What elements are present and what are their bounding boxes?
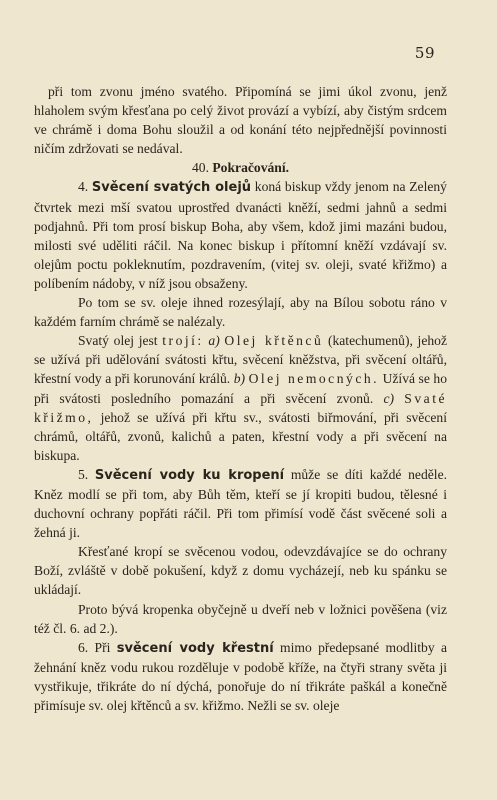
term-catechumen-oil: Olej křtěnců [224, 333, 324, 349]
item-number: 6. [78, 639, 89, 655]
body-text [34, 82, 447, 715]
intro-paragraph: při tom zvonu jméno svatého. Připomíná se jimi úkol zvonu, jenž hlaholem svým křesťana po celý život provází a vybízí, aby čistým srdcem ve chrámě i doma Bohu sloužil a od konání této nejpřednější povinnosti ničím zdržovati se nedával. [34, 84, 447, 157]
item-text: mimo předepsané modlitby a žehnání kněz vodu rukou rozděluje v podobě kříže, na čtyři strany světa ji vystřikuje, třikráte do ní dýchá, ponořuje do ní třikráte paškál a konečně přimísuje sv. olej křtěnců a sv. křižmo. Nežli se sv. oleje [34, 639, 447, 713]
label-c: c) [383, 390, 395, 406]
paragraph-sprinkling: Křesťané kropí se svěcenou vodou, odevzdávajíce se do ochrany Boží, zvláště v době pokušení, když z domu vycházejí, neb ku spánku se ukládají. [34, 544, 447, 598]
item-number: 4. [78, 179, 89, 195]
item-term: Svěcení svatých olejů [91, 180, 252, 196]
label-a: a) [208, 333, 220, 349]
item-text: může se díti každé neděle. Kněz modlí se při tom, aby Bůh těm, kteří se jí kropiti budou, tělesné i duchovní ochrany popřáti ráčil. Při tom přimísí vodě část svěcené soli a žehná ji. [34, 466, 447, 541]
section-number: 40. [191, 160, 209, 176]
term-chrism: Svaté křižmo, [34, 390, 447, 425]
oils-count: trojí: [162, 333, 204, 349]
item-pre: Při [94, 639, 111, 655]
paragraph-stoup: Proto bývá kropenka obyčejně u dveří neb v ložnici pověšena (viz též čl. 6. ad 2.). [34, 601, 447, 636]
label-b: b) [233, 371, 246, 387]
item-term: Svěcení vody ku kropení [94, 467, 285, 483]
section-heading [34, 158, 447, 177]
page-number: 59 [414, 44, 435, 62]
item-text: koná biskup vždy jenom na Zelený čtvrtek mezi mší svatou uprostřed dvanácti kněží, sedmi jahnů a sedmi podjahnů. Při tom prosí biskup Boha, aby všem, kdož jimi mazáni budou, milosti své uděliti ráčil. Na konec biskup i přítomní kněží vzdávají sv. olejům poctu pokleknutím, pozdravením, (vitej sv. oleji, svaté křižmo) a políbením nádoby, v níž jsou obsaženy. [34, 179, 447, 291]
section-title: Pokračování. [212, 160, 290, 176]
paragraph-holy-oils [34, 177, 447, 293]
oils-intro: Svatý olej jest [78, 333, 158, 349]
text-catechumen-oil: (katechumenů), jehož se užívá při udělování svátosti křtu, svěcení kněžstva, při svěcení oltářů, křestní vody a při korunování králů. [34, 333, 447, 387]
text-chrism: jehož se užívá při křtu sv., svátosti biřmování, při svěcení chrámů, oltářů, zvonů, kalichů a paten, křestní vody a při svěcení na biskupa. [34, 409, 447, 463]
term-sick-oil: Olej nemocných. [248, 371, 380, 387]
paragraph-distribution: Po tom se sv. oleje ihned rozesýlají, aby na Bílou sobotu ráno v každém farním chrámě se nalézaly. [34, 295, 447, 330]
paragraph-baptismal-water [34, 638, 447, 715]
paragraph-three-oils [34, 331, 447, 465]
item-number: 5. [78, 466, 89, 482]
paragraph-holy-water [34, 465, 447, 542]
text-sick-oil: Užívá se ho při svátosti posledního pomazání a při svěcení zvonů. [34, 371, 447, 406]
item-term: svěcení vody křestní [116, 640, 274, 656]
